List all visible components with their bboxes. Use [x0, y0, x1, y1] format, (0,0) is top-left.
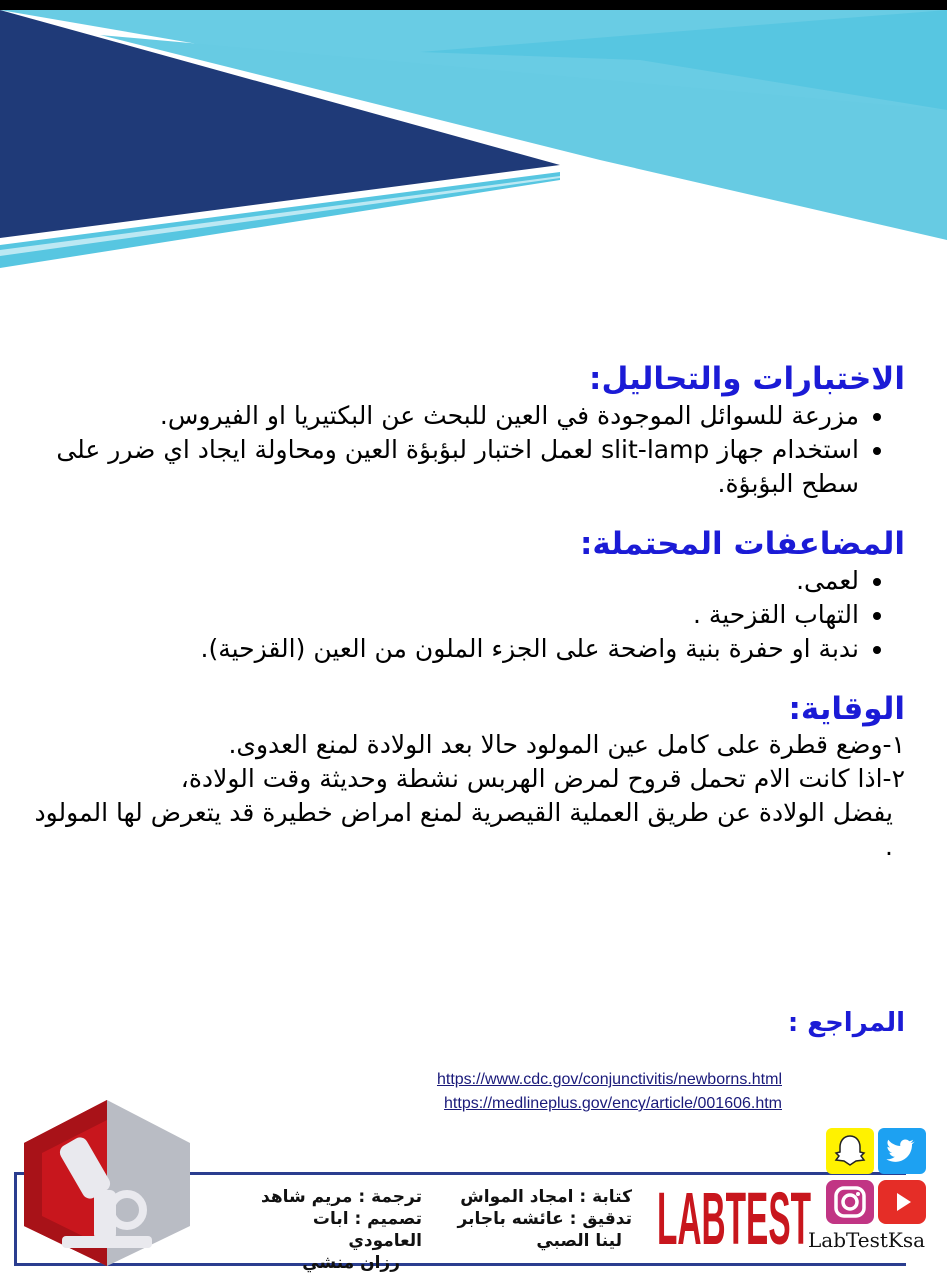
twitter-icon[interactable] [878, 1128, 926, 1174]
complications-section [30, 525, 905, 666]
tests-section [30, 360, 905, 501]
logo-text: LABTEST [657, 1178, 811, 1250]
snapchat-icon[interactable] [826, 1128, 874, 1174]
labtest-logo [655, 1178, 813, 1250]
credit-review: تدقيق : عائشه باجابر [457, 1209, 632, 1229]
brand-handle: LabTestKsa [808, 1228, 926, 1252]
credit-review-2: لينا الصبي [536, 1231, 622, 1251]
tests-list [30, 399, 905, 501]
list-item: • التهاب القزحية . [30, 598, 859, 632]
reference-link-medlineplus[interactable]: https://medlineplus.gov/ency/article/001606.htm [444, 1095, 782, 1112]
reference-link-cdc[interactable]: https://www.cdc.gov/conjunctivitis/newborns.html [436, 1071, 782, 1088]
microscope-icon [22, 1098, 192, 1268]
main-content [30, 360, 905, 888]
credits-left-column [448, 1186, 632, 1252]
credit-design-2: رزان منشي [302, 1253, 400, 1273]
credit-translation: ترجمة : مريم شاهد [261, 1187, 422, 1207]
prevention-line-1: ١-وضع قطرة على كامل عين المولود حالا بعد الولادة لمنع العدوى. [228, 730, 905, 760]
complications-heading: المضاعفات المحتملة: [580, 525, 905, 562]
youtube-icon[interactable] [878, 1180, 926, 1224]
list-item: • لعمى. [30, 564, 859, 598]
references-links [380, 1068, 782, 1116]
prevention-heading: الوقاية: [788, 690, 905, 727]
references-heading: المراجع : [787, 1008, 905, 1038]
header-decoration [0, 0, 947, 280]
prevention-line-2: ٢-اذا كانت الام تحمل قروح لمرض الهربس نشطة وحديثة وقت الولادة، [180, 764, 905, 794]
credit-writing: كتابة : امجاد المواش [460, 1187, 632, 1207]
credit-design: تصميم : ابات العامودي [312, 1209, 422, 1251]
prevention-line-3: يفضل الولادة عن طريق العملية القيصرية لمنع امراض خطيرة قد يتعرض لها المولود . [34, 798, 893, 862]
complications-list [30, 564, 905, 666]
list-item: • استخدام جهاز slit-lamp لعمل اختبار لبؤبؤة العين ومحاولة ايجاد اي ضرر على سطح البؤبؤة. [30, 433, 859, 501]
list-item: • مزرعة للسوائل الموجودة في العين للبحث عن البكتيريا او الفيروس. [30, 399, 859, 433]
tests-heading: الاختبارات والتحاليل: [589, 361, 905, 397]
credits-right-column [236, 1186, 422, 1274]
prevention-section [30, 690, 905, 865]
instagram-icon[interactable] [826, 1180, 874, 1224]
list-item: • ندبة او حفرة بنية واضحة على الجزء الملون من العين (القزحية). [30, 632, 859, 666]
